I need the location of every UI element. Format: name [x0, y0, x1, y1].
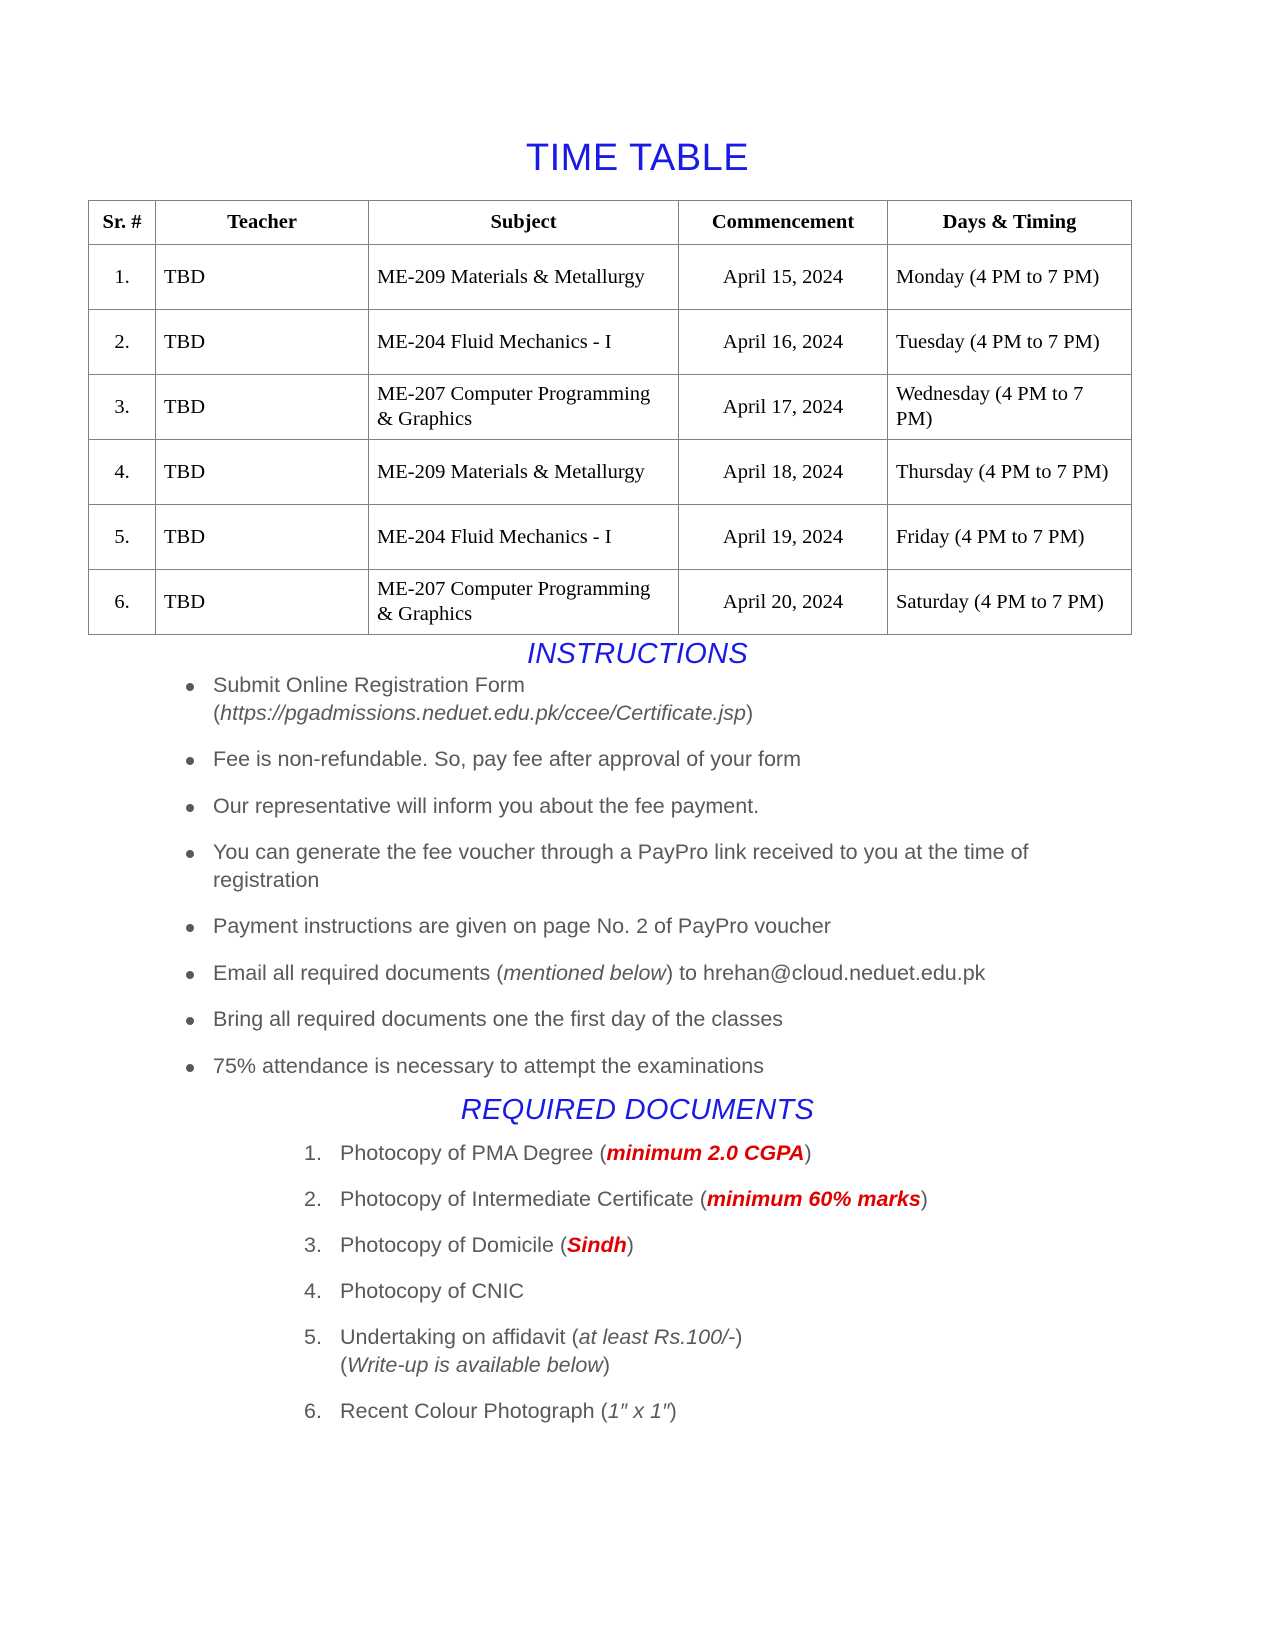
paren-open: ( [340, 1352, 348, 1377]
list-item [175, 746, 1105, 774]
cell-sr: 1. [89, 245, 156, 310]
instruction-emphasis: mentioned below [503, 960, 666, 985]
cell-commencement: April 19, 2024 [679, 505, 888, 570]
item-number: 3. [304, 1232, 322, 1257]
cell-subject: ME-209 Materials & Metallurgy [369, 440, 679, 505]
cell-teacher: TBD [156, 310, 369, 375]
document-note: minimum 60% marks [706, 1186, 921, 1211]
instruction-text: You can generate the fee voucher through a PayPro link received to you at the time of registration [213, 840, 1029, 892]
cell-commencement: April 18, 2024 [679, 440, 888, 505]
list-item [175, 793, 1105, 821]
table-row [89, 245, 1132, 310]
cell-subject: ME-204 Fluid Mechanics - I [369, 505, 679, 570]
cell-subject: ME-204 Fluid Mechanics - I [369, 310, 679, 375]
cell-teacher: TBD [156, 245, 369, 310]
instruction-text-before: Email all required documents ( [213, 960, 504, 985]
instruction-text-line1: Submit Online Registration Form [213, 673, 525, 697]
bullet-icon [186, 1064, 194, 1072]
list-item [300, 1278, 1100, 1306]
instruction-text: 75% attendance is necessary to attempt the examinations [213, 1053, 764, 1078]
cell-sr: 3. [89, 375, 156, 440]
cell-days: Tuesday (4 PM to 7 PM) [888, 310, 1132, 375]
instruction-text: Bring all required documents one the first day of the classes [213, 1007, 784, 1032]
table-row [89, 505, 1132, 570]
required-documents-heading: REQUIRED DOCUMENTS [460, 1094, 815, 1126]
document-subline [340, 1352, 1100, 1380]
item-number: 1. [304, 1141, 322, 1165]
paren-close: ) [602, 1352, 611, 1377]
document-note: minimum 2.0 CGPA [606, 1141, 805, 1165]
document-text-before: Photocopy of Intermediate Certificate ( [340, 1186, 707, 1211]
cell-sr: 5. [89, 505, 156, 570]
column-header-commencement: Commencement [679, 201, 888, 245]
bullet-icon [186, 804, 194, 812]
bullet-icon [186, 924, 194, 932]
bullet-icon [186, 850, 194, 858]
cell-days: Saturday (4 PM to 7 PM) [888, 570, 1132, 635]
item-number: 5. [304, 1324, 322, 1349]
list-item [175, 672, 1105, 727]
list-item [175, 1006, 1105, 1034]
page-title: TIME TABLE [525, 137, 750, 179]
instruction-text-after: ) to hrehan@cloud.neduet.edu.pk [665, 960, 986, 985]
document-text-after: ) [735, 1324, 743, 1349]
document-text-after: ) [669, 1398, 677, 1423]
bullet-icon [186, 1017, 194, 1025]
cell-commencement: April 20, 2024 [679, 570, 888, 635]
cell-subject: ME-207 Computer Programming & Graphics [369, 570, 679, 635]
table-row [89, 570, 1132, 635]
document-text-after: ) [626, 1232, 634, 1257]
list-item [300, 1140, 1100, 1168]
document-text-before: Photocopy of PMA Degree ( [340, 1141, 607, 1165]
list-item [300, 1232, 1100, 1260]
bullet-icon [186, 971, 194, 979]
document-text-before: Photocopy of Domicile ( [340, 1232, 568, 1257]
cell-days: Thursday (4 PM to 7 PM) [888, 440, 1132, 505]
cell-sr: 6. [89, 570, 156, 635]
cell-days: Friday (4 PM to 7 PM) [888, 505, 1132, 570]
item-number: 2. [304, 1186, 322, 1211]
cell-subject: ME-207 Computer Programming & Graphics [369, 375, 679, 440]
cell-commencement: April 17, 2024 [679, 375, 888, 440]
instructions-heading: INSTRUCTIONS [526, 638, 749, 670]
cell-commencement: April 15, 2024 [679, 245, 888, 310]
paren-close: ) [746, 700, 754, 725]
document-text-before: Undertaking on affidavit ( [340, 1324, 579, 1349]
cell-days: Wednesday (4 PM to 7 PM) [888, 375, 1132, 440]
cell-teacher: TBD [156, 440, 369, 505]
bullet-icon [186, 757, 194, 765]
document-note: 1″ x 1″ [607, 1398, 670, 1423]
cell-days: Monday (4 PM to 7 PM) [888, 245, 1132, 310]
list-item [175, 839, 1105, 894]
instruction-text: Our representative will inform you about the fee payment. [213, 793, 760, 818]
list-item [175, 960, 1105, 988]
table-row [89, 310, 1132, 375]
document-text-after: ) [920, 1186, 928, 1211]
table-header-row [89, 201, 1132, 245]
document-subnote: Write-up is available below [347, 1352, 603, 1377]
column-header-days: Days & Timing [888, 201, 1132, 245]
cell-subject: ME-209 Materials & Metallurgy [369, 245, 679, 310]
instructions-list [175, 672, 1105, 1080]
item-number: 4. [304, 1278, 322, 1303]
document-note: at least Rs.100/- [578, 1324, 736, 1349]
paren-open: ( [213, 700, 221, 725]
list-item [300, 1186, 1100, 1214]
column-header-teacher: Teacher [156, 201, 369, 245]
cell-sr: 2. [89, 310, 156, 375]
cell-teacher: TBD [156, 570, 369, 635]
cell-teacher: TBD [156, 375, 369, 440]
bullet-icon [186, 683, 194, 691]
document-text-before: Photocopy of CNIC [340, 1278, 525, 1303]
cell-teacher: TBD [156, 505, 369, 570]
cell-commencement: April 16, 2024 [679, 310, 888, 375]
document-note: Sindh [567, 1232, 627, 1257]
document-text-after: ) [804, 1141, 812, 1165]
required-documents-list [300, 1140, 1100, 1426]
document-text-before: Recent Colour Photograph ( [340, 1398, 608, 1423]
table-row [89, 375, 1132, 440]
list-item [300, 1324, 1100, 1380]
timetable [88, 200, 1132, 635]
list-item [175, 1053, 1105, 1081]
list-item [175, 913, 1105, 941]
list-item [300, 1398, 1100, 1426]
cell-sr: 4. [89, 440, 156, 505]
column-header-subject: Subject [369, 201, 679, 245]
instruction-text: Fee is non-refundable. So, pay fee after approval of your form [213, 747, 801, 772]
instruction-text: Payment instructions are given on page No. 2 of PayPro voucher [213, 914, 831, 939]
item-number: 6. [304, 1398, 322, 1423]
timetable-container [88, 200, 1131, 635]
column-header-sr: Sr. # [89, 201, 156, 245]
table-row [89, 440, 1132, 505]
registration-url: https://pgadmissions.neduet.edu.pk/ccee/Certificate.jsp [220, 700, 747, 725]
